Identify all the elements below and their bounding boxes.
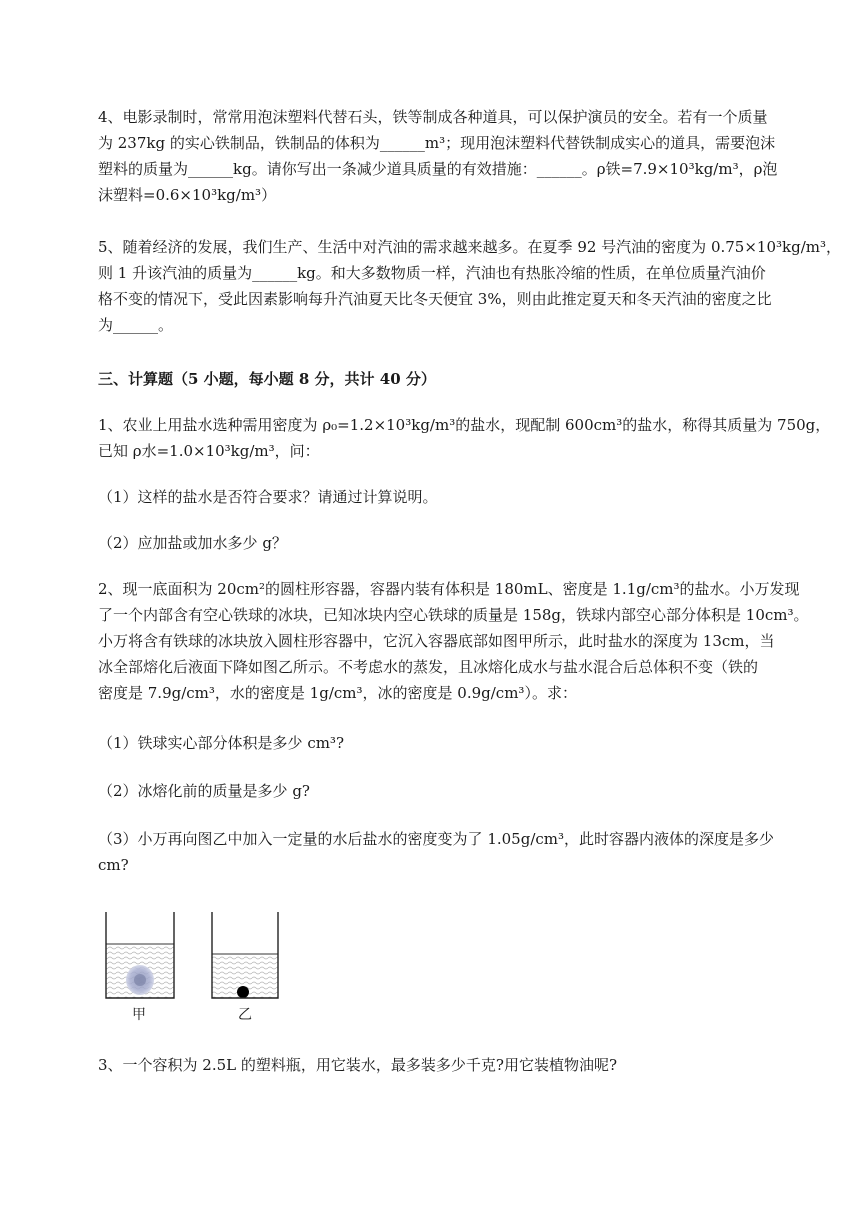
container-figure — [100, 910, 290, 1025]
calc-question-1-line-1: 1、农业上用盐水选种需用密度为 ρ₀=1.2×10³kg/m³的盐水，现配制 600cm³的盐水，称得其质量为 750g， — [98, 416, 831, 434]
question-5 — [98, 234, 841, 338]
container-b — [212, 912, 278, 998]
calc-question-2-line-2: 了一个内部含有空心铁球的冰块，已知冰块内空心铁球的质量是 158g，铁球内部空心部分体积是 10cm³。 — [98, 606, 809, 624]
iron-ball-icon — [237, 986, 249, 998]
calc-question-1-part-1: （1）这样的盐水是否符合要求？请通过计算说明。 — [98, 488, 438, 506]
question-4-line-1: 4、电影录制时，常常用泡沫塑料代替石头，铁等制成各种道具，可以保护演员的安全。若有一个质量 — [98, 108, 768, 126]
question-5-line-3: 格不变的情况下，受此因素影响每升汽油夏天比冬天便宜 3%，则由此推定夏天和冬天汽油的密度之比 — [98, 290, 772, 308]
container-a — [106, 912, 174, 998]
section-heading: 三、计算题（5 小题，每小题 8 分，共计 40 分） — [98, 370, 436, 388]
calc-question-2-part-3 — [98, 826, 775, 878]
figure-label-a: 甲 — [132, 1007, 146, 1023]
calc-question-2-line-4: 冰全部熔化后液面下降如图乙所示。不考虑水的蒸发，且冰熔化成水与盐水混合后总体积不变（铁的 — [98, 658, 759, 676]
calc-question-2-part-3-line-2: cm? — [98, 856, 129, 874]
calc-question-1-line-2: 已知 ρ水=1.0×10³kg/m³，问： — [98, 442, 320, 460]
question-4-line-4: 沫塑料=0.6×10³kg/m³） — [98, 186, 277, 204]
calc-question-3: 3、一个容积为 2.5L 的塑料瓶，用它装水，最多装多少千克?用它装植物油呢? — [98, 1056, 617, 1074]
container-diagram — [100, 910, 290, 1000]
question-4 — [98, 104, 778, 208]
calc-question-2-part-3-line-1: （3）小万再向图乙中加入一定量的水后盐水的密度变为了 1.05g/cm³，此时容器内液体的深度是多少 — [98, 830, 775, 848]
calc-question-2-line-3: 小万将含有铁球的冰块放入圆柱形容器中，它沉入容器底部如图甲所示，此时盐水的深度为 13cm，当 — [98, 632, 775, 650]
calc-question-1-part-2: （2）应加盐或加水多少 g？ — [98, 534, 287, 552]
figure-label-b: 乙 — [238, 1007, 252, 1023]
iron-ball-inside-ice-icon — [134, 974, 146, 986]
calc-question-1 — [98, 412, 831, 464]
calc-question-2-line-5: 密度是 7.9g/cm³，水的密度是 1g/cm³，冰的密度是 0.9g/cm³）。求： — [98, 684, 577, 702]
calc-question-2-line-1: 2、现一底面积为 20cm²的圆柱形容器，容器内装有体积是 180mL、密度是 1.1g/cm³的盐水。小万发现 — [98, 580, 800, 598]
question-5-line-2: 则 1 升该汽油的质量为______kg。和大多数物质一样，汽油也有热胀冷缩的性质，在单位质量汽油价 — [98, 264, 766, 282]
calc-question-2-part-2: （2）冰熔化前的质量是多少 g? — [98, 782, 310, 800]
question-5-line-1: 5、随着经济的发展，我们生产、生活中对汽油的需求越来越多。在夏季 92 号汽油的密度为 0.75×10³kg/m³， — [98, 238, 841, 256]
question-5-line-4: 为______。 — [98, 316, 174, 334]
calc-question-2 — [98, 576, 809, 706]
question-4-line-3: 塑料的质量为______kg。请你写出一条减少道具质量的有效措施：______。ρ铁=7.9×10³kg/m³，ρ泡 — [98, 160, 778, 178]
question-4-line-2: 为 237kg 的实心铁制品，铁制品的体积为______m³；现用泡沫塑料代替铁制成实心的道具，需要泡沫 — [98, 134, 776, 152]
calc-question-2-part-1: （1）铁球实心部分体积是多少 cm³? — [98, 734, 344, 752]
